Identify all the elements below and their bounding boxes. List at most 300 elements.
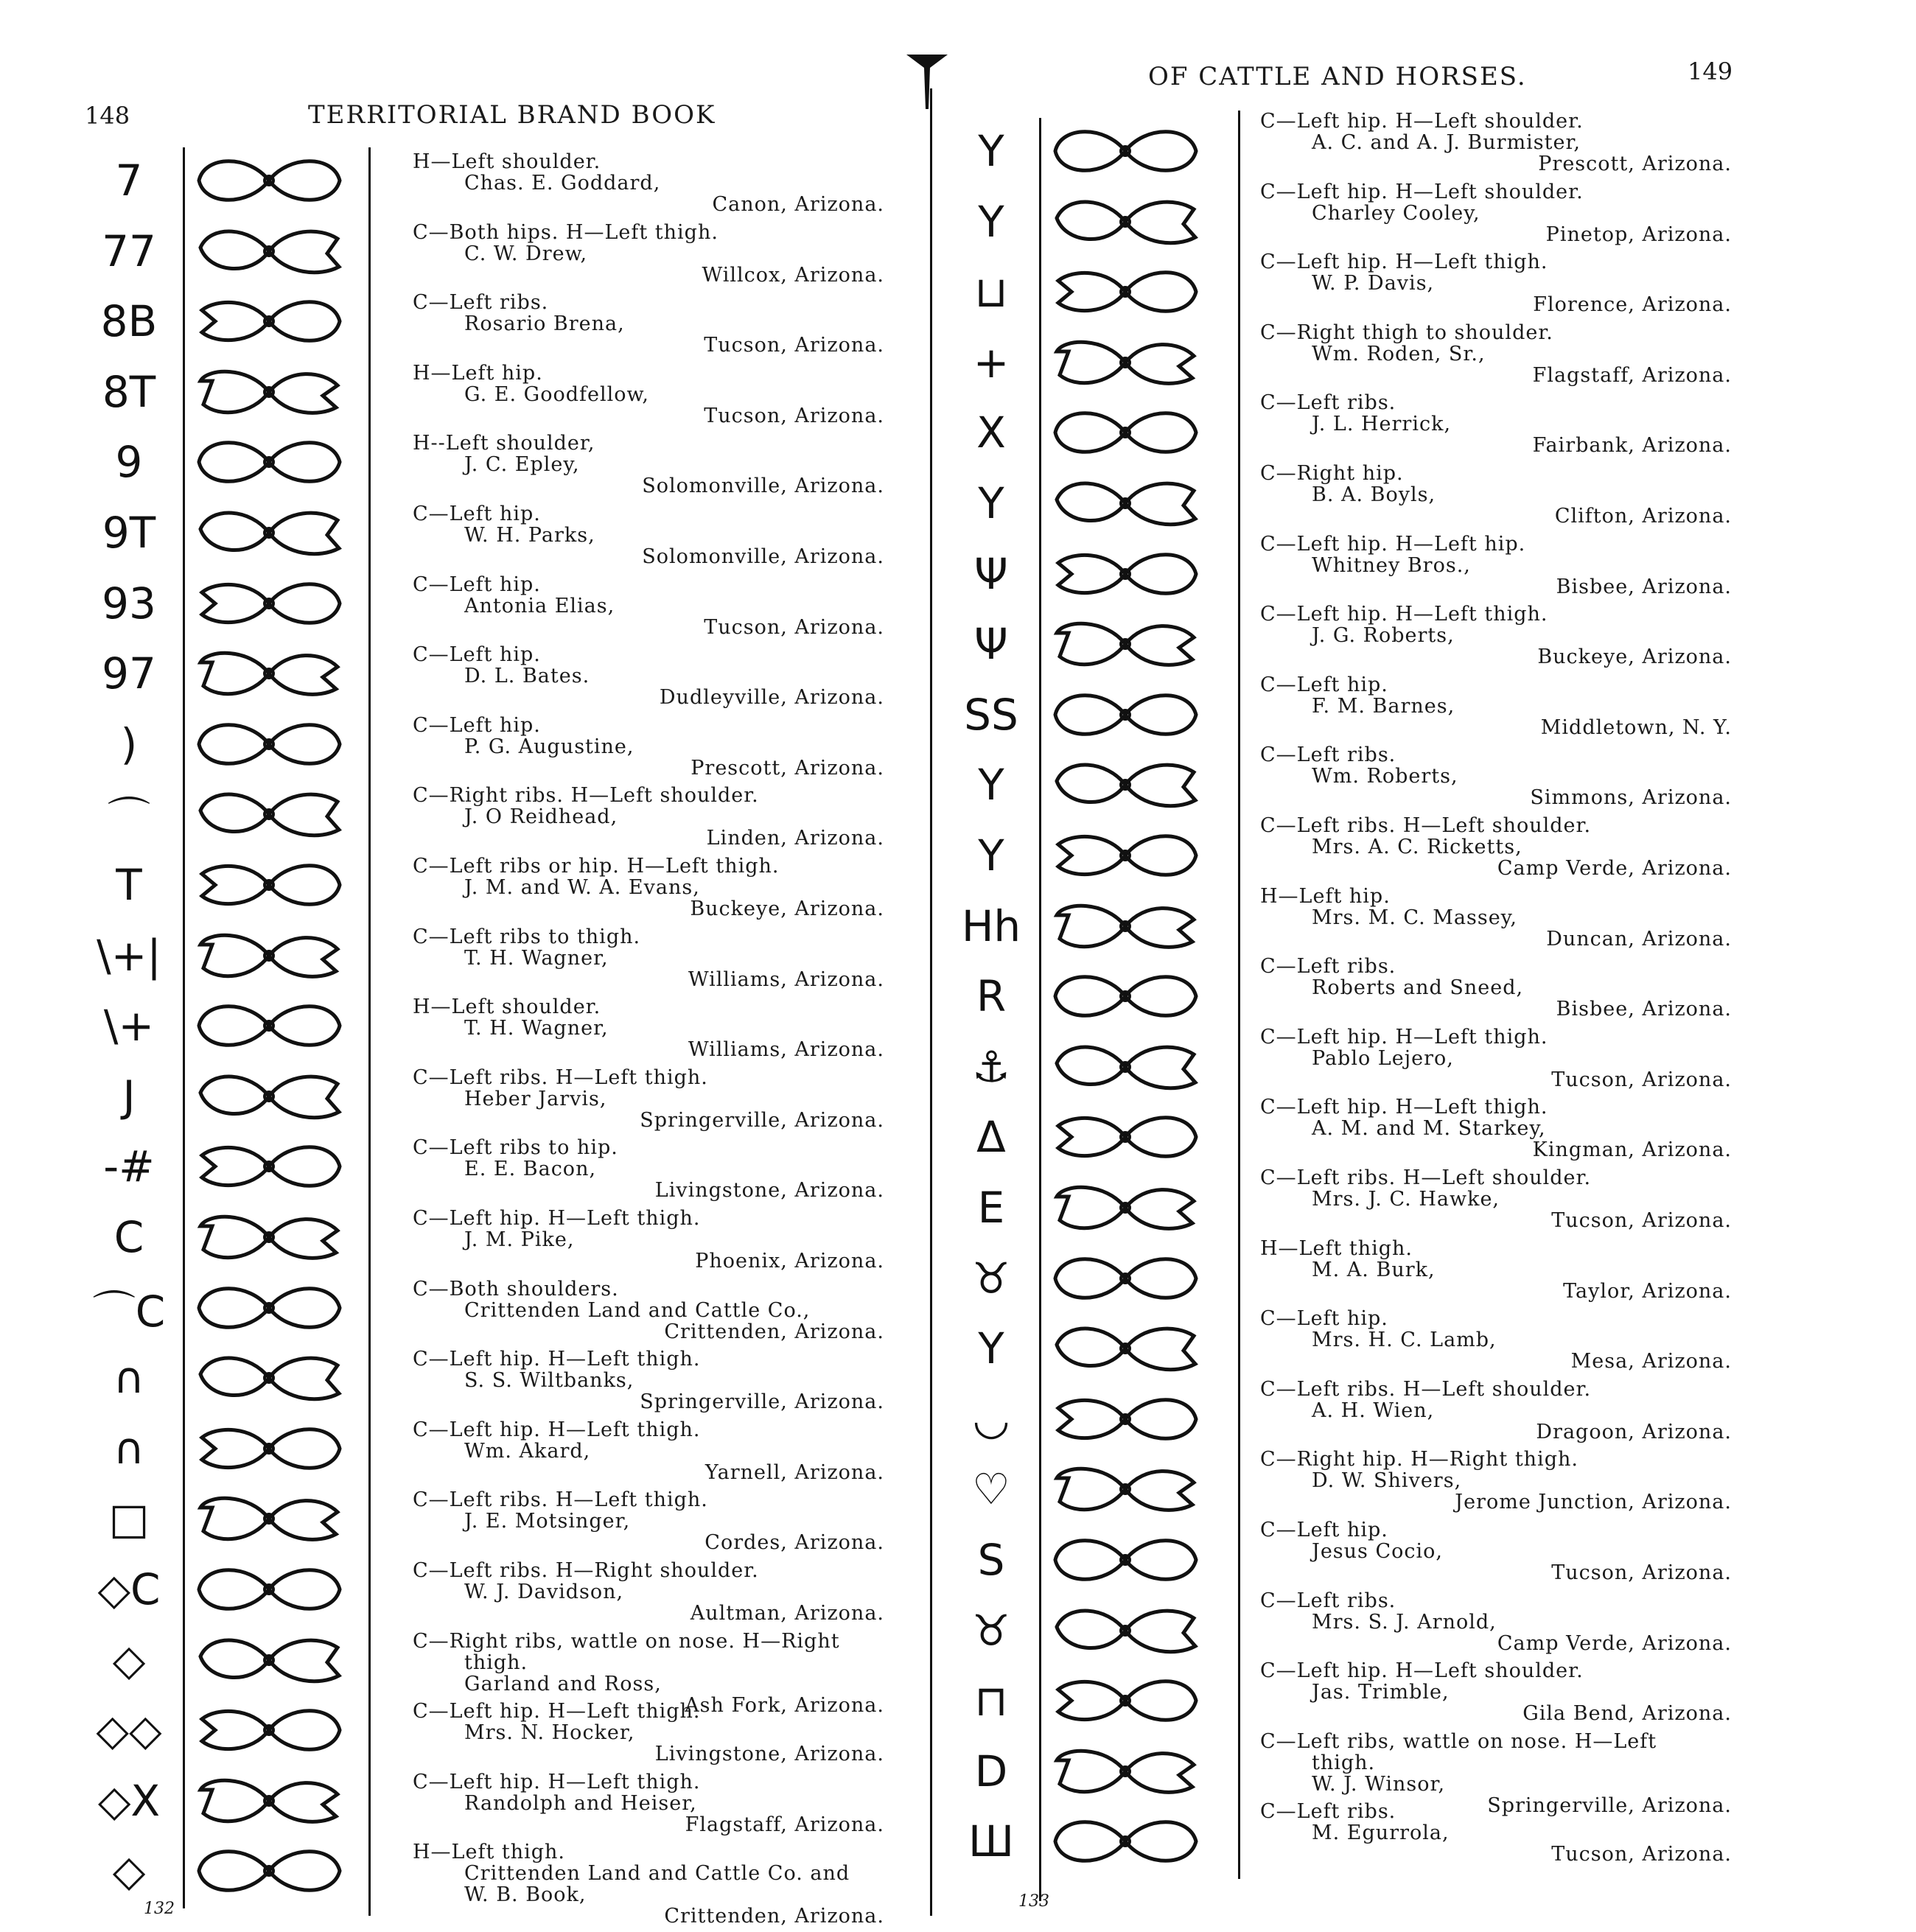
owner-place: Williams, Arizona. [688,967,884,991]
owner-name: W. J. Davidson, [464,1581,624,1603]
owner-place: Jerome Junction, Arizona. [1455,1491,1732,1514]
brand-symbol: Ψ [974,548,1008,599]
brand-symbol: S [977,1535,1005,1585]
owner-name: J. G. Roberts, [1312,624,1455,648]
right-text-rule [1238,111,1240,1879]
owner-place: Kingman, Arizona. [1532,1138,1732,1162]
ear-mark-diagram [190,1485,349,1552]
brand-symbol: ⊔ [974,267,1008,318]
owner-place: Yarnell, Arizona. [704,1460,884,1484]
right-page-header: OF CATTLE AND HORSES. [1148,62,1527,91]
left-page [0,0,936,1932]
ear-mark-diagram [1046,1738,1205,1805]
brand-entry [1260,1519,1732,1583]
brand-symbol: ◡ [972,1393,1010,1444]
brand-symbol: ∩ [113,1423,145,1474]
owner-place: Willcox, Arizona. [702,263,884,287]
brand-symbol: 9T [102,508,156,558]
brand-location: C—Left hip. H—Left hip. [1260,532,1526,556]
brand-entry [1260,1801,1732,1865]
brand-symbol: ⊓ [974,1676,1008,1726]
owner-name: J. E. Motsinger, [464,1510,631,1533]
owner-place: Tucson, Arizona. [1551,1209,1732,1232]
brand-entry [1260,111,1732,175]
brand-location: C—Left ribs. [1260,391,1396,415]
owner-place: Solomonville, Arizona. [642,475,884,498]
owner-place: Tucson, Arizona. [1551,1843,1732,1866]
brand-symbol: 77 [102,225,156,276]
ear-mark-diagram [190,1063,349,1130]
ear-mark-diagram [1046,1527,1205,1593]
brand-entry [1260,392,1732,456]
owner-place: Crittenden, Arizona. [664,1320,884,1343]
brand-location: C—Left hip. [413,573,541,596]
brand-location: C—Right ribs. H—Left shoulder. [413,784,759,808]
brand-location: C—Left hip. H—Left shoulder. [1260,1659,1584,1683]
owner-name: J. M. and W. A. Evans, [464,876,700,899]
brand-entry [1260,956,1732,1020]
owner-name: Roberts and Sneed, [1312,976,1524,1000]
ear-mark-diagram [190,1838,349,1904]
owner-place: Prescott, Arizona. [1538,153,1732,175]
brand-entry [413,363,884,427]
brand-symbol: Y [978,478,1004,528]
owner-name: Pablo Lejero, [1312,1046,1454,1070]
ear-mark-diagram [1046,1597,1205,1664]
owner-name: Mrs. M. C. Massey, [1312,906,1517,929]
owner-name: Mrs. J. C. Hawke, [1312,1188,1500,1211]
brand-symbol: Y [978,830,1004,881]
owner-name: T. H. Wagner, [464,946,609,970]
brand-symbol: 97 [102,648,156,699]
ear-mark-diagram [1046,118,1205,184]
owner-place: Tucson, Arizona. [704,404,884,427]
brand-location: C—Left hip. [1260,673,1388,696]
owner-place: Gila Bend, Arizona. [1522,1702,1732,1726]
brand-symbol: R [976,971,1007,1022]
brand-location: H--Left shoulder, [413,432,595,455]
brand-entry [413,1841,884,1927]
owner-place: Camp Verde, Arizona. [1497,857,1732,880]
ear-mark-diagram [1046,752,1205,818]
brand-entry [413,1489,884,1553]
brand-location: C—Left hip. [413,643,541,667]
brand-symbol: Δ [976,1112,1006,1163]
owner-place: Mesa, Arizona. [1570,1350,1732,1373]
brand-entry [413,1771,884,1835]
owner-place: Springerville, Arizona. [1487,1793,1732,1817]
ear-mark-diagram [190,1627,349,1693]
brand-symbol: ◇C [97,1564,161,1614]
brand-symbol: ♉ [972,1605,1010,1656]
brand-symbol: -# [103,1141,155,1192]
ear-mark-diagram [190,1204,349,1270]
owner-name: D. L. Bates. [464,665,590,688]
ear-mark-diagram [1046,893,1205,959]
brand-entry [413,1137,884,1201]
owner-place: Dudleyville, Arizona. [659,686,884,710]
ear-mark-diagram [190,640,349,707]
ear-mark-diagram [190,1697,349,1763]
ear-mark-diagram [1046,611,1205,677]
ear-mark-diagram [1046,1104,1205,1170]
owner-place: Springerville, Arizona. [640,1390,884,1414]
ear-mark-diagram [1046,189,1205,255]
right-foot-mark: 133 [1018,1892,1049,1911]
brand-location: C—Left hip. H—Left thigh. [1260,1025,1548,1049]
ear-mark-diagram [190,429,349,495]
owner-place: Bisbee, Arizona. [1556,998,1732,1021]
brand-entry [413,1278,884,1343]
owner-place: Buckeye, Arizona. [690,897,884,920]
owner-place: Williams, Arizona. [688,1038,884,1062]
brand-location: C—Left ribs. [1260,1589,1396,1612]
ear-mark-diagram [1046,1667,1205,1734]
ear-mark-diagram [190,1768,349,1834]
left-brand-rule [183,147,185,1908]
owner-name: Jesus Cocio, [1312,1540,1443,1563]
brand-entry [413,222,884,286]
right-page-number: 149 [1688,57,1733,85]
ear-mark-diagram [190,1415,349,1482]
brand-symbol: ◇ [112,1634,146,1685]
brand-symbol: \+| [97,930,161,981]
brand-symbol: Ш [968,1816,1015,1867]
brand-symbol: ∩ [113,1353,145,1404]
brand-location: C—Both shoulders. [413,1277,619,1301]
brand-location: C—Left ribs, wattle on nose. H—Left [1260,1729,1657,1753]
brand-location: H—Left shoulder. [413,150,601,173]
brand-entry [1260,251,1732,315]
owner-name: Charley Cooley, [1312,201,1480,225]
brand-location: C—Both hips. H—Left thigh. [413,220,718,244]
ear-mark-diagram [1046,1808,1205,1875]
owner-name: Jas. Trimble, [1312,1681,1450,1704]
ear-mark-diagram [1046,541,1205,607]
brand-symbol: Hh [961,900,1021,951]
brand-entry [1260,1308,1732,1372]
brand-symbol: Ψ [974,619,1008,670]
owner-place: Tucson, Arizona. [1551,1561,1732,1584]
ear-mark-diagram [190,500,349,566]
brand-entry [1260,533,1732,598]
ear-mark-diagram [190,1345,349,1411]
owner-place: Tucson, Arizona. [704,615,884,639]
brand-location: C—Left hip. H—Left thigh. [1260,251,1548,274]
owner-name: Mrs. S. J. Arnold, [1312,1610,1497,1634]
owner-name: P. G. Augustine, [464,735,634,758]
brand-entry [1260,1449,1732,1513]
brand-location: C—Left ribs. H—Left thigh. [413,1488,708,1512]
brand-location: C—Left ribs. H—Right shoulder. [413,1559,759,1582]
owner-place: Solomonville, Arizona. [642,545,884,568]
brand-location: C—Right thigh to shoulder. [1260,321,1553,344]
brand-symbol: Y [978,760,1004,811]
owner-name: S. S. Wiltbanks, [464,1369,634,1393]
owner-name: G. E. Goodfellow, [464,382,649,406]
owner-name: D. W. Shivers, [1312,1469,1462,1493]
owner-name: Mrs. N. Hocker, [464,1721,635,1745]
brand-entry [413,926,884,990]
brand-location: C—Left ribs. [1260,955,1396,979]
owner-place: Tucson, Arizona. [1551,1068,1732,1091]
brand-entry [413,1348,884,1413]
brand-symbol: ♉ [972,1253,1010,1303]
brand-location: C—Left hip. H—Left thigh. [413,1418,701,1441]
ear-mark-diagram [1046,822,1205,889]
brand-location: H—Left thigh. [413,1841,566,1864]
brand-entry [413,644,884,708]
brand-location: C—Left hip. H—Left thigh. [413,1207,701,1230]
owner-place: Aultman, Arizona. [690,1602,884,1625]
brand-location-cont: thigh. [464,1651,528,1674]
owner-place: Ash Fork, Arizona. [685,1693,884,1717]
brand-entry [413,503,884,567]
owner-place: Prescott, Arizona. [690,756,884,780]
brand-location: C—Right ribs, wattle on nose. H—Right [413,1629,840,1653]
brand-entry [413,1560,884,1624]
brand-location: C—Left ribs. H—Left thigh. [413,1065,708,1089]
brand-symbol: ⌒ [107,793,150,844]
brand-entry [1260,322,1732,386]
ear-mark-diagram [190,1275,349,1341]
brand-location: C—Left ribs. [413,291,549,315]
owner-name: A. C. and A. J. Burmister, [1312,131,1581,154]
brand-location: C—Left hip. H—Left thigh. [413,1700,701,1723]
brand-symbol: \+ [103,1001,155,1051]
ear-mark-diagram [190,1556,349,1623]
brand-symbol: + [973,337,1010,388]
ear-mark-diagram [1046,259,1205,325]
brand-entry [413,785,884,849]
owner-place: Bisbee, Arizona. [1556,575,1732,598]
brand-entry [1260,886,1732,950]
owner-name: Wm. Roberts, [1312,765,1458,788]
brand-entry [1260,1026,1732,1091]
owner-place: Dragoon, Arizona. [1536,1420,1732,1443]
brand-location: C—Left hip. H—Left thigh. [1260,1096,1548,1119]
brand-entry [413,715,884,779]
brand-symbol: ◇ [112,1846,146,1897]
owner-place: Pinetop, Arizona. [1545,223,1732,246]
owner-place: Phoenix, Arizona. [695,1250,884,1273]
left-page-header: TERRITORIAL BRAND BOOK [308,100,716,130]
owner-place: Clifton, Arizona. [1554,505,1732,528]
owner-place: Canon, Arizona. [712,193,884,216]
brand-entry [1260,744,1732,808]
brand-location: C—Left ribs. [1260,743,1396,767]
brand-location: H—Left shoulder. [413,995,601,1019]
brand-entry [413,1208,884,1272]
ear-mark-diagram [1046,963,1205,1029]
brand-entry [1260,815,1732,879]
owner-place: Flagstaff, Arizona. [1532,363,1732,387]
ear-mark-diagram [190,288,349,354]
brand-entry [413,996,884,1060]
owner-name: W. P. Davis, [1312,272,1435,295]
brand-entry [1260,463,1732,527]
brand-symbol: ♡ [972,1464,1010,1515]
ear-mark-diagram [190,359,349,425]
owner-name: Heber Jarvis, [464,1087,607,1110]
brand-symbol: ⚓ [972,1041,1010,1092]
owner-name: J. O Reidhead, [464,805,618,829]
brand-symbol: ◇◇ [96,1705,162,1756]
brand-entry [1260,1660,1732,1724]
owner-name: B. A. Boyls, [1312,483,1436,506]
owner-place: Livingstone, Arizona. [654,1743,884,1766]
owner-place: Cordes, Arizona. [704,1531,884,1555]
owner-name: E. E. Bacon, [464,1158,597,1181]
owner-place: Buckeye, Arizona. [1537,645,1732,669]
owner-place: Tucson, Arizona. [704,334,884,357]
owner-name: F. M. Barnes, [1312,694,1455,718]
ear-mark-diagram [1046,1034,1205,1100]
brand-entry [1260,1238,1732,1302]
brand-entry [1260,1590,1732,1654]
ear-mark-diagram [1046,1175,1205,1241]
owner-place: Springerville, Arizona. [640,1108,884,1132]
brand-location: C—Left ribs. H—Left shoulder. [1260,1166,1592,1189]
brand-entry [1260,1096,1732,1161]
owner-name: Antonia Elias, [464,594,615,617]
brand-location: C—Left ribs. H—Left shoulder. [1260,1377,1592,1401]
owner-name: W. H. Parks, [464,524,595,547]
ear-mark-diagram [1046,1456,1205,1522]
brand-entry [1260,603,1732,668]
brand-location: C—Left ribs to thigh. [413,925,641,948]
brand-location: C—Left hip. H—Left thigh. [1260,603,1548,626]
brand-location: C—Left hip. [413,503,541,525]
owner-place: Middletown, N. Y. [1540,715,1732,739]
owner-name: C. W. Drew, [464,242,588,265]
left-page-number: 148 [85,102,130,130]
brand-symbol: ⌒C [92,1286,166,1337]
brand-symbol: SS [964,689,1018,740]
brand-symbol: ) [120,718,138,769]
brand-entry [413,292,884,356]
ear-mark-diagram [190,570,349,637]
brand-location: C—Left hip. H—Left shoulder. [1260,110,1584,133]
ear-mark-diagram [1046,470,1205,536]
owner-name: Wm. Akard, [464,1439,591,1463]
owner-name: Whitney Bros., [1312,553,1471,577]
owner-name: J. C. Epley, [464,453,580,477]
owner-name: A. M. and M. Starkey, [1312,1117,1546,1141]
brand-symbol: Y [978,1323,1004,1374]
brand-symbol: Y [978,126,1004,176]
brand-location-cont: thigh. [1312,1751,1376,1774]
brand-entry [413,433,884,497]
owner-place: Simmons, Arizona. [1530,786,1732,810]
right-gutter-rule [930,88,932,1916]
ear-mark-diagram [1046,1315,1205,1382]
owner-name: Crittenden Land and Cattle Co. and [464,1862,850,1886]
owner-name: A. H. Wien, [1312,1399,1435,1422]
owner-name: Mrs. H. C. Lamb, [1312,1329,1497,1352]
brand-entry [413,151,884,215]
owner-name: Randolph and Heiser, [464,1791,697,1815]
ear-mark-diagram [190,1133,349,1200]
brand-symbol: J [122,1071,136,1121]
owner-place: Flagstaff, Arizona. [685,1813,884,1836]
ear-mark-diagram [190,147,349,214]
brand-symbol: 93 [102,578,156,629]
brand-symbol: T [116,860,142,910]
owner-name: Wm. Roden, Sr., [1312,342,1486,365]
owner-name: Rosario Brena, [464,312,625,336]
owner-name: Crittenden Land and Cattle Co., [464,1298,811,1322]
ear-mark-diagram [190,218,349,284]
brand-location: H—Left hip. [413,361,543,385]
brand-symbol: 9 [115,437,143,488]
ear-mark-diagram [1046,329,1205,396]
owner-place: Livingstone, Arizona. [654,1179,884,1203]
brand-location: C—Left ribs or hip. H—Left thigh. [413,855,780,878]
right-brand-rule [1039,118,1041,1901]
brand-entry [1260,1379,1732,1443]
brand-location: C—Left hip. [1260,1519,1388,1541]
brand-location: C—Left hip. H—Left shoulder. [1260,180,1584,203]
owner-name-cont: W. B. Book, [464,1883,587,1907]
owner-name: T. H. Wagner, [464,1017,609,1040]
owner-name: M. A. Burk, [1312,1258,1436,1281]
left-text-rule [368,147,371,1916]
ear-mark-diagram [1046,1386,1205,1452]
ear-mark-diagram [190,711,349,777]
ear-mark-diagram [1046,399,1205,466]
owner-place: Taylor, Arizona. [1563,1279,1732,1303]
ear-mark-diagram [190,993,349,1059]
brand-symbol: 7 [115,155,143,206]
brand-entry [413,1419,884,1483]
owner-place: Camp Verde, Arizona. [1497,1631,1732,1655]
owner-name: J. L. Herrick, [1312,413,1452,436]
brand-entry [1260,1167,1732,1231]
right-page [936,0,1916,1932]
owner-name: Garland and Ross, [464,1672,662,1695]
brand-entry [413,1067,884,1131]
brand-location: C—Left ribs. [1260,1800,1396,1824]
brand-symbol: X [976,407,1006,458]
brand-location: C—Left ribs. H—Left shoulder. [1260,814,1592,837]
ear-mark-diagram [190,852,349,918]
owner-place: Florence, Arizona. [1533,293,1732,317]
brand-location: C—Left hip. H—Left thigh. [413,1770,701,1793]
brand-entry [413,1701,884,1765]
owner-name: W. J. Winsor, [1312,1772,1446,1796]
owner-name: Mrs. A. C. Ricketts, [1312,836,1522,858]
brand-symbol: C [113,1212,144,1262]
brand-location: H—Left hip. [1260,884,1391,908]
owner-place: Crittenden, Arizona. [664,1905,884,1928]
brand-location: C—Left hip. [1260,1307,1388,1331]
owner-name: Chas. E. Goddard, [464,172,661,195]
brand-location: C—Left ribs to hip. [413,1136,618,1160]
left-foot-mark: 132 [144,1900,175,1918]
brand-entry [1260,674,1732,738]
brand-symbol: E [977,1183,1005,1233]
brand-location: H—Left thigh. [1260,1236,1413,1260]
brand-symbol: 8B [100,296,158,347]
brand-location: C—Right hip. H—Right thigh. [1260,1448,1578,1471]
brand-entry [1260,181,1732,245]
ear-mark-diagram [1046,1245,1205,1312]
brand-entry [413,574,884,638]
brand-symbol: D [974,1746,1008,1796]
owner-place: Linden, Arizona. [706,827,884,850]
owner-name: J. M. Pike, [464,1228,575,1251]
